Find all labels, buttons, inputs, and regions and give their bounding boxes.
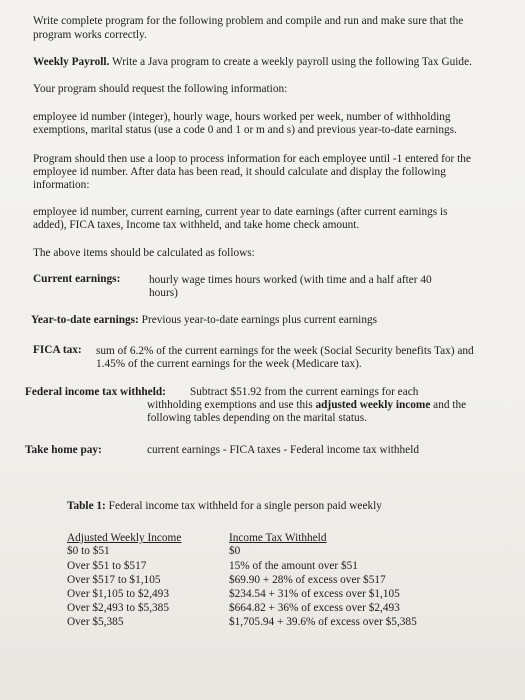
fica-label: FICA tax:: [33, 344, 82, 356]
assignment-title: Weekly Payroll.: [33, 56, 110, 68]
row-income: $0 to $51: [67, 545, 110, 557]
federal-line-2-pre: withholding exemptions and use this: [147, 399, 316, 411]
intro-line-1: Write complete program for the following problem and compile and run and make sure that the: [33, 15, 464, 27]
table-caption-text: Federal income tax withheld for a single person paid weekly: [108, 500, 382, 512]
federal-line-3: following tables depending on the marital status.: [147, 412, 367, 424]
ytd-text: Previous year-to-date earnings plus current earnings: [141, 314, 378, 326]
loop-line-3: information:: [33, 179, 90, 191]
row-tax: $234.54 + 31% of excess over $1,105: [229, 588, 400, 600]
assignment-line: [33, 56, 472, 69]
federal-line-2: [147, 399, 466, 412]
ytd-label: Year-to-date earnings:: [31, 314, 139, 326]
col-header-adjusted-income: Adjusted Weekly Income: [67, 532, 182, 544]
fica-line-2: 1.45% of the current earnings for the week (Medicare tax).: [96, 358, 362, 370]
row-income: Over $1,105 to $2,493: [67, 588, 169, 600]
request-line-2: exemptions, marital status (use a code 0 and 1 or m and s) and previous year-to-date earnings.: [33, 124, 457, 136]
take-home-label: Take home pay:: [25, 444, 102, 456]
calc-heading: The above items should be calculated as follows:: [33, 247, 255, 259]
current-earnings-line-1: hourly wage times hours worked (with time and a half after 40: [149, 274, 432, 286]
row-income: Over $2,493 to $5,385: [67, 602, 169, 614]
take-home-text: current earnings - FICA taxes - Federal income tax withheld: [147, 444, 419, 456]
federal-adjusted-income-term: adjusted weekly income: [315, 399, 431, 411]
row-tax: $0: [229, 545, 241, 557]
federal-line-1: Subtract $51.92 from the current earnings for each: [190, 386, 419, 398]
intro-line-2: program works correctly.: [33, 29, 147, 41]
display-line-1: employee id number, current earning, current year to date earnings (after current earnings is: [33, 206, 448, 218]
request-heading: Your program should request the following information:: [33, 83, 288, 95]
col-header-tax-withheld: Income Tax Withheld: [229, 532, 327, 544]
table-caption-label: Table 1:: [67, 500, 106, 512]
display-line-2: added), FICA taxes, Income tax withheld, and take home check amount.: [33, 219, 360, 231]
row-tax: 15% of the amount over $51: [229, 560, 358, 572]
federal-label: Federal income tax withheld:: [25, 386, 166, 398]
row-income: Over $51 to $517: [67, 560, 147, 572]
assignment-text: Write a Java program to create a weekly payroll using the following Tax Guide.: [111, 56, 472, 68]
row-tax: $69.90 + 28% of excess over $517: [229, 574, 386, 586]
federal-line-2-post: and the: [430, 399, 467, 411]
loop-line-1: Program should then use a loop to process information for each employee until -1 entered for the: [33, 153, 471, 165]
table-caption: [67, 500, 382, 513]
row-tax: $664.82 + 36% of excess over $2,493: [229, 602, 400, 614]
request-line-1: employee id number (integer), hourly wage, hours worked per week, number of withholding: [33, 111, 451, 123]
row-income: Over $517 to $1,105: [67, 574, 161, 586]
row-tax: $1,705.94 + 39.6% of excess over $5,385: [229, 616, 417, 628]
current-earnings-label: Current earnings:: [33, 273, 121, 285]
ytd-line: [31, 314, 377, 327]
fica-line-1: sum of 6.2% of the current earnings for the week (Social Security benefits Tax) and: [96, 345, 474, 357]
loop-line-2: employee id number. After data has been read, it should calculate and display the following: [33, 166, 446, 178]
current-earnings-line-2: hours): [149, 287, 178, 299]
row-income: Over $5,385: [67, 616, 124, 628]
